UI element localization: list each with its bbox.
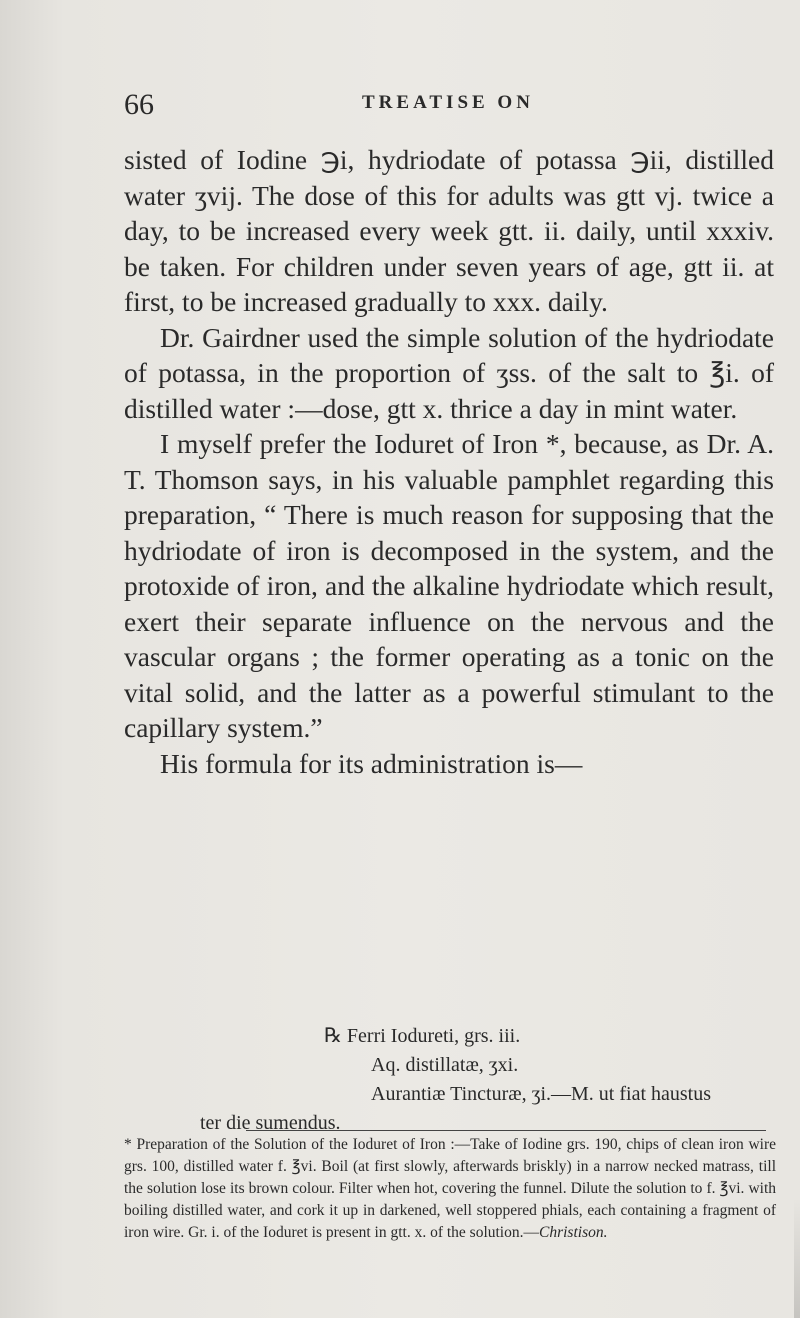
prescription-line-4: ter die sumendus. <box>200 1112 341 1134</box>
footnote-text: * Preparation of the Solution of the Ioduret of Iron :—Take of Iodine grs. 190, chips of clean iron wire grs. 100, distilled water f. ℥vi. Boil (at first slowly, afterwards briskly) in a narrow necked matrass, till the solution lose its brown colour. Filter when hot, covering the funnel. Dilute the solution to f. ℥vi. with boiling distilled water, and cork it up in darkened, well stoppered phials, each containing a fragment of iron wire. Gr. i. of the Ioduret is present in gtt. x. of the solution.— <box>124 1136 776 1241</box>
paragraph-continuation: sisted of Iodine ℈i, hydriodate of potassa ℈ii, distilled water ʒvij. The dose of this for adults was gtt vj. twice a day, to be increased every week gtt. ii. daily, until xxxiv. be taken. For children under seven years of age, gtt ii. at first, to be increased gradually to xxx. daily. <box>124 144 774 317</box>
footnote-divider <box>246 1130 766 1131</box>
footnote-author: Christison. <box>539 1224 608 1241</box>
paragraph-formula-intro: His formula for its administration is— <box>160 747 583 779</box>
prescription <box>200 1022 800 1138</box>
paragraph-gairdner: Dr. Gairdner used the simple solution of the hydriodate of potassa, in the proportion of ʒss. of the salt to ℥i. of distilled water :—dose, gtt x. thrice a day in mint water. <box>124 321 774 424</box>
footnote <box>124 1134 776 1244</box>
page-edge-shadow <box>794 1198 800 1318</box>
prescription-line-3: Aurantiæ Tincturæ, ʒi.—M. ut fiat haustus <box>371 1083 711 1105</box>
body-text <box>124 142 774 781</box>
prescription-line-1: ℞ Ferri Iodureti, grs. iii. <box>324 1025 521 1047</box>
running-head: TREATISE ON <box>362 92 534 113</box>
page-header <box>0 88 800 128</box>
paragraph-ioduret: I myself prefer the Ioduret of Iron *, because, as Dr. A. T. Thomson says, in his valuable pamphlet regarding this preparation, “ There is much reason for supposing that the hydriodate of iron is decomposed in the system, and the protoxide of iron, and the alkaline hydriodate which result, exert their separate influence on the nervous and the vascular organs ; the former operating as a tonic on the vital solid, and the latter as a powerful stimulant to the capillary system.” <box>124 428 774 743</box>
prescription-line-2: Aq. distillatæ, ʒxi. <box>371 1054 519 1076</box>
page-number: 66 <box>124 88 154 121</box>
